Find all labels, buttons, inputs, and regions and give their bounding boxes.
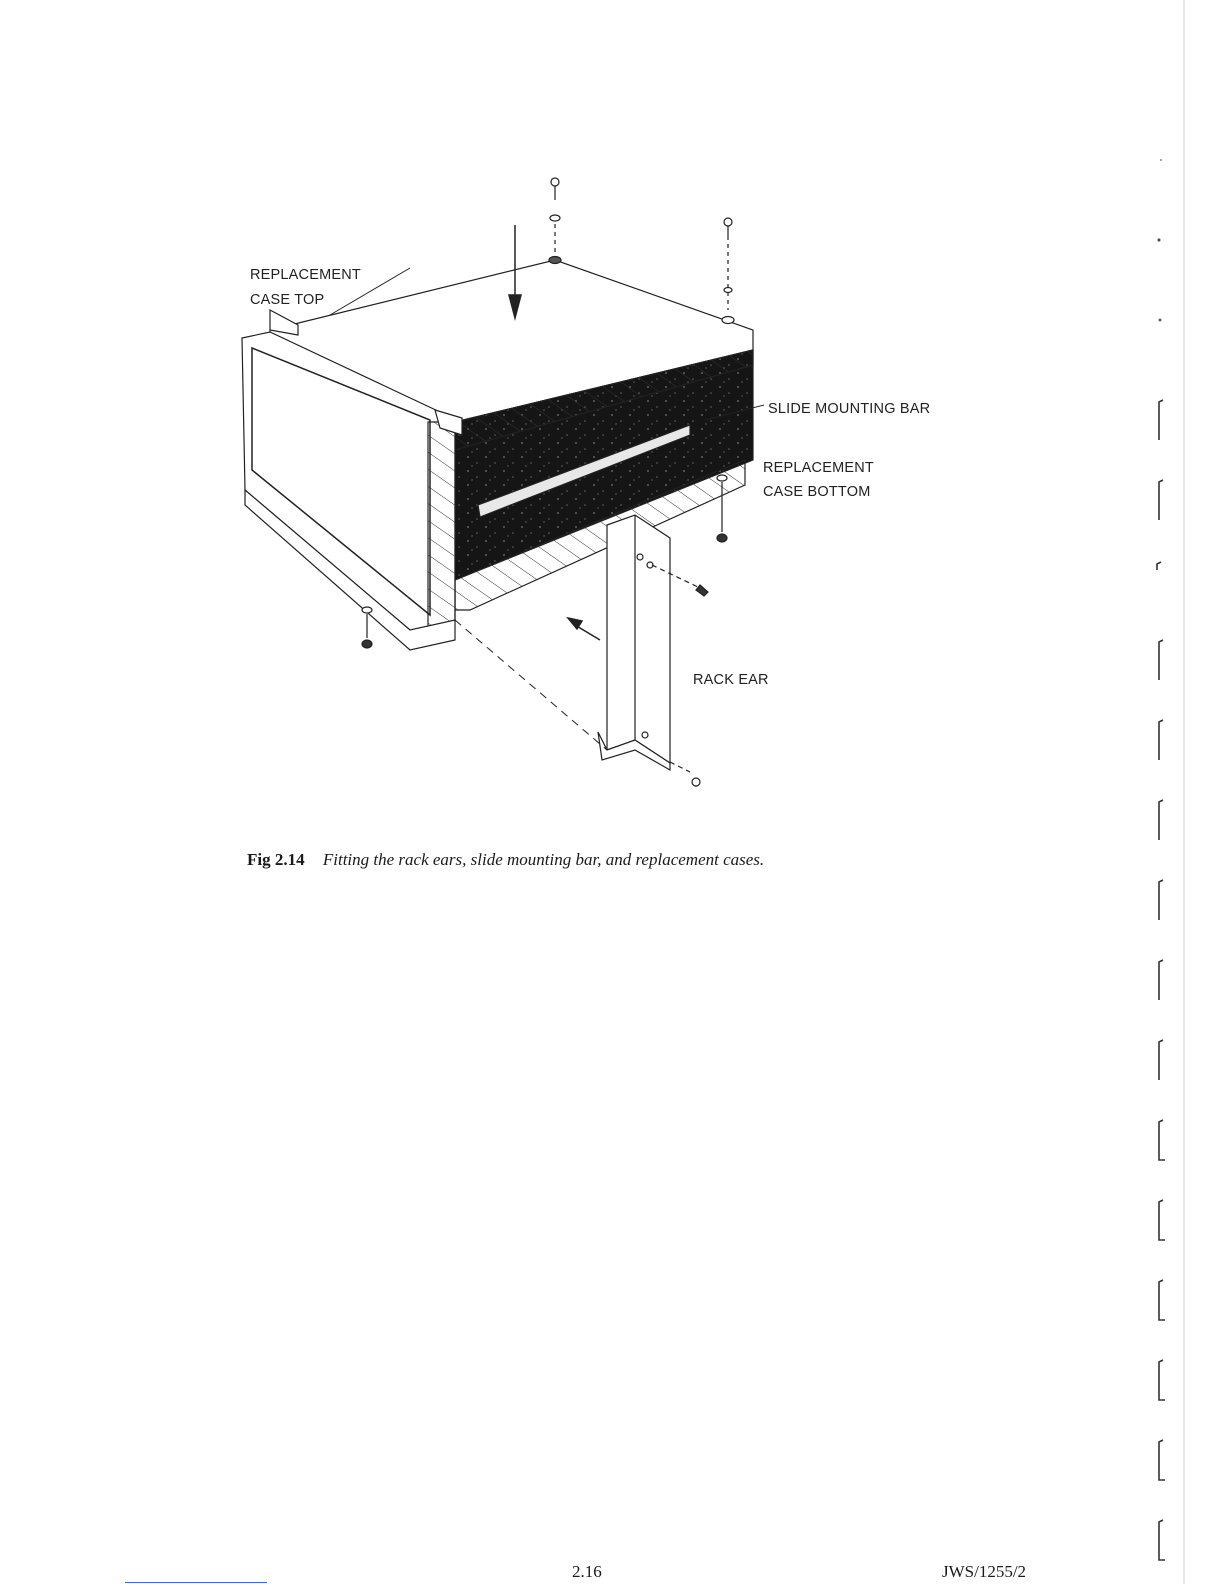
label-rack-ear: RACK EAR	[693, 672, 769, 688]
figure-number: Fig 2.14	[247, 850, 305, 869]
page-number: 2.16	[572, 1562, 602, 1581]
label-replacement-case-top-line2: CASE TOP	[250, 292, 325, 308]
label-slide-mounting-bar: SLIDE MOUNTING BAR	[768, 401, 931, 417]
instrument-case-drawing	[242, 260, 753, 650]
case-top-screw-2	[722, 218, 734, 324]
figure-caption-text: Fitting the rack ears, slide mounting bar, and replacement cases.	[322, 850, 765, 869]
binder-edge-marks	[1145, 0, 1195, 1584]
figure-caption	[247, 850, 764, 870]
label-replacement-case-bottom-line2: CASE BOTTOM	[763, 484, 871, 500]
document-reference: JWS/1255/2	[942, 1562, 1027, 1581]
label-replacement-case-top-line1: REPLACEMENT	[250, 267, 361, 283]
rack-ear-assembly-figure	[230, 160, 970, 810]
case-top-screw-1	[549, 178, 561, 264]
label-replacement-case-bottom-line1: REPLACEMENT	[763, 460, 874, 476]
footer-rule	[125, 1582, 267, 1583]
rack-ear-drawing	[598, 515, 670, 770]
